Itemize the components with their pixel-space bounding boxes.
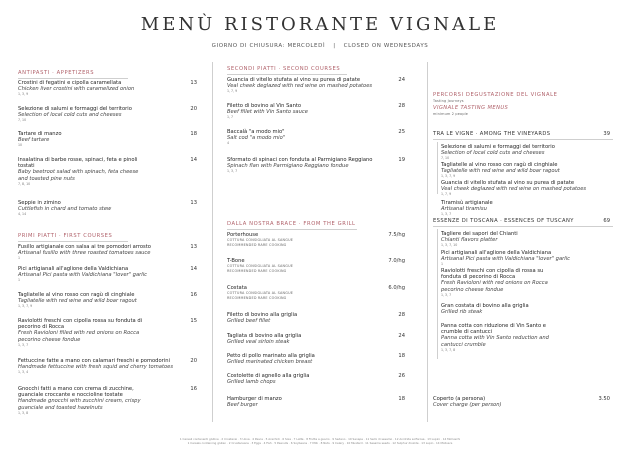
item-name-en: Handmade gnocchi with zucchini cream, crispy guanciale and toasted hazelnuts <box>18 398 141 411</box>
menu-item <box>227 353 377 365</box>
item-allergens: 1, 3, 7 <box>18 342 29 347</box>
menu-item <box>441 200 611 217</box>
menu-item <box>18 131 183 148</box>
item-name-en: Chicken liver crostini with caramelized onion <box>18 86 135 93</box>
item-name-it: Tagliatelle al vino rosso con ragù di cinghiale <box>441 162 558 168</box>
item-price: 20 <box>190 106 197 112</box>
closing-day-it: GIORNO DI CHIUSURA: MERCOLEDÌ <box>211 43 326 49</box>
menu-item <box>441 144 611 161</box>
degustazione-sub1: Tasting Journeys <box>433 99 464 103</box>
item-price: 13 <box>190 244 197 250</box>
item-price: 16 <box>190 386 197 392</box>
item-name-it: Panna cotta con riduzione di Vin Santo e crumble di cantucci <box>441 323 546 336</box>
item-name-it: Gnocchi fatti a mano con crema di zucchine, guanciale croccante e noccioline tostate <box>18 386 134 399</box>
item-allergens: 7, 10 <box>18 118 27 123</box>
item-name-it: Porterhouse <box>227 232 259 238</box>
item-name-it: Costolette di agnello alla griglia <box>227 373 310 379</box>
item-price: 7.5/hg <box>388 232 405 238</box>
item-name-it: Pici artigianali all'aglione della Valdichiana <box>441 250 552 256</box>
item-name-it: Petto di pollo marinato alla griglia <box>227 353 315 359</box>
item-name-en: Veal cheek deglazed with red wine on mashed potatoes <box>441 186 587 193</box>
item-name-en: Beef burger <box>227 402 258 409</box>
item-name-en: Beef tartare <box>18 137 50 144</box>
item-allergens: 1, 3, 7 <box>227 169 238 174</box>
cooking-note-en: RECOMMENDED RARE COOKING <box>227 268 287 273</box>
item-name-en: Artisanal Pici pasta with Valdichiana "lover" garlic <box>441 256 571 263</box>
item-name-en: Handmade fettuccine with fresh squid and cherry tomatoes <box>18 364 174 371</box>
menu-item <box>227 333 377 345</box>
item-price: 25 <box>398 129 405 135</box>
menu-item <box>18 358 183 375</box>
item-allergens: 1, 3, 7 <box>441 212 452 217</box>
item-allergens: 7, 8, 10 <box>18 181 31 186</box>
section-degustazione-heading: PERCORSI DEGUSTAZIONE DEL VIGNALE <box>433 92 558 98</box>
menu-item <box>18 386 148 415</box>
allergen-legend-en: 1 Cereals containing gluten · 2 Crustaceans · 3 Eggs · 4 Fish · 5 Peanuts · 6 Soybeans · 7 Milk · 8 Nuts · 9 Celery · 10 Mustard · 11 Sesame seeds · 12 Sulphur dioxide · 13 Lupin · 14 Molluscs <box>187 441 453 445</box>
closing-separator: | <box>333 43 336 49</box>
item-name-it: Tagliata di bovino alla griglia <box>227 333 302 339</box>
item-name-it: Selezione di salumi e formaggi del territorio <box>18 106 132 112</box>
closing-info <box>0 43 640 49</box>
item-allergens: 4, 14 <box>18 212 27 217</box>
item-allergens: 1 <box>441 262 444 267</box>
item-name-it: Guancia di vitello stufata al vino su purea di patate <box>227 77 361 83</box>
item-price: 7.0/hg <box>388 258 405 264</box>
item-price: 16 <box>190 292 197 298</box>
menu-item <box>18 106 183 123</box>
item-name-it: Hamburger di manzo <box>227 396 282 402</box>
item-price: 18 <box>190 131 197 137</box>
item-allergens: 1, 3, 7 <box>441 292 452 297</box>
item-price: 28 <box>398 312 405 318</box>
item-name-it: Sformato di spinaci con fonduta al Parmigiano Reggiano <box>227 157 373 163</box>
page-title: MENÙ RISTORANTE VIGNALE <box>140 14 500 35</box>
closing-day-en: CLOSED ON WEDNESDAYS <box>343 43 429 49</box>
item-allergens: 1, 3, 7, 8 <box>441 347 456 352</box>
item-allergens: 10 <box>18 143 23 148</box>
menu-item <box>18 266 183 283</box>
cooking-note-it: COTTURA CONSIGLIATA AL SANGUE <box>227 264 294 269</box>
item-name-it: Pici artigianali all'aglione della Valdichiana <box>18 266 129 272</box>
item-name-it: Tartare di manzo <box>18 131 62 137</box>
item-name-en: Fresh Ravioloni filled with red onions on Rocca pecorino cheese fondue <box>18 330 140 343</box>
item-name-en: Spinach flan with Parmigiano Reggiano fondue <box>227 163 349 170</box>
item-price: 19 <box>398 157 405 163</box>
section-antipasti-heading: ANTIPASTI · APPETIZERS <box>18 70 95 76</box>
menu-item <box>227 258 377 273</box>
item-price: 13 <box>190 80 197 86</box>
section-rule <box>433 226 613 227</box>
item-name-en: Selection of local cold cuts and cheeses <box>441 150 545 157</box>
menu-item <box>227 373 377 385</box>
item-name-it: Tagliatelle al vino rosso con ragù di cinghiale <box>18 292 135 298</box>
column-divider-1 <box>212 62 213 422</box>
item-name-en: Fresh Ravioloni with red onions on Rocca pecorino cheese fondue <box>441 280 548 293</box>
item-price: 26 <box>398 373 405 379</box>
item-name-en: Grilled marinated chicken breast <box>227 359 313 366</box>
item-name-en: Panna cotta with Vin Santo reduction and cantucci crumble <box>441 335 549 348</box>
menu-item <box>227 157 392 174</box>
item-name-en: Grilled veal sirloin steak <box>227 339 290 346</box>
section-secondi-heading: SECONDI PIATTI · SECOND COURSES <box>227 66 341 72</box>
allergen-legend <box>60 437 580 445</box>
section-brace-heading: DALLA NOSTRA BRACE · FROM THE GRILL <box>227 221 356 227</box>
cooking-note-en: RECOMMENDED RARE COOKING <box>227 295 287 300</box>
item-allergens: 1, 3, 4 <box>18 370 29 375</box>
item-name-it: Gran costata di bovino alla griglia <box>441 303 529 309</box>
item-name-it: Raviolotti freschi con cipolla rossa su fonduta di pecorino di Rocca <box>18 318 143 331</box>
item-name-en: Selection of local cold cuts and cheeses <box>18 112 122 119</box>
menu-item <box>18 318 148 347</box>
menu-item <box>227 103 392 120</box>
item-name-it: Insalatina di barbe rosse, spinaci, feta e pinoli tostati <box>18 157 138 170</box>
menu-item <box>441 162 611 179</box>
toscana-heading: ESSENZE DI TOSCANA · ESSENCES OF TUSCANY <box>433 218 574 224</box>
item-name-it: Costata <box>227 285 247 291</box>
menu-item <box>227 232 377 247</box>
item-allergens: 1, 7, 9 <box>441 192 452 197</box>
item-name-en: Cuttlefish in chard and tomato stew <box>18 206 112 213</box>
menu-item <box>441 180 611 197</box>
cooking-note-en: RECOMMENDED RARE COOKING <box>227 242 287 247</box>
menu-item <box>18 292 183 309</box>
item-name-it: Filetto di bovino al Vin Santo <box>227 103 302 109</box>
item-price: 13 <box>190 200 197 206</box>
item-price: 24 <box>398 77 405 83</box>
menu-item <box>227 396 377 408</box>
item-price: 6.0/hg <box>388 285 405 291</box>
item-name-en: Artisanal tiramisu <box>441 206 487 213</box>
item-name-it: Filetto di bovino alla griglia <box>227 312 298 318</box>
item-allergens: 1 <box>18 256 21 261</box>
item-name-it: Fettuccine fatte a mano con calamari freschi e pomodorini <box>18 358 170 364</box>
item-name-it: Guancia di vitello stufata al vino su purea di patate <box>441 180 575 186</box>
column-divider-2 <box>427 62 428 422</box>
degustazione-sub3: minimum 2 people <box>433 112 469 116</box>
item-name-it: Tagliere dei sapori del Chianti <box>441 231 518 237</box>
item-name-it: T-Bone <box>227 258 245 264</box>
menu-item <box>18 157 148 186</box>
item-price: 14 <box>190 157 197 163</box>
item-allergens: 1, 3, 9 <box>18 92 29 97</box>
item-name-en: Grilled beef fillet <box>227 318 271 325</box>
vigne-heading: TRA LE VIGNE · AMONG THE VINEYARDS <box>433 131 551 137</box>
allergen-legend-it: 1 Cereali contenenti glutine · 2 Crostacei · 3 Uova · 4 Pesce · 5 Arachidi · 6 Soia · 7 Latte · 8 Frutta a guscio · 9 Sedano · 10 Senape · 11 Semi di sesamo · 12 Anidride solforosa · 13 Lupini · 14 Molluschi <box>179 437 461 441</box>
menu-item <box>18 200 183 217</box>
item-allergens: 1, 3, 7, 10 <box>441 243 458 248</box>
item-name-en: Artisanal fusillo with three roasted tomatoes sauce <box>18 250 151 257</box>
menu-item <box>441 323 551 352</box>
item-name-it: Fusillo artigianale con salsa ai tre pomodori arrosto <box>18 244 151 250</box>
item-name-it: Crostini di fegatini e cipolla caramellata <box>18 80 122 86</box>
cover-charge-it: Coperto (a persona) <box>433 396 486 402</box>
item-name-en: Artisanal Pici pasta with Valdichiana "lover" garlic <box>18 272 148 279</box>
item-allergens: 1, 3, 8 <box>18 410 29 415</box>
item-price: 24 <box>398 333 405 339</box>
item-name-it: Seppie in zimino <box>18 200 61 206</box>
item-name-it: Tiramisù artigianale <box>441 200 493 206</box>
item-name-it: Baccalà "a modo mio" <box>227 129 285 135</box>
menu-item <box>441 250 611 267</box>
vigne-bracket <box>437 142 438 194</box>
section-rule <box>227 229 357 230</box>
item-name-en: Grilled lamb chops <box>227 379 276 386</box>
item-name-en: Tagliatelle with red wine and wild boar ragout <box>18 298 137 305</box>
cover-charge-en: Cover charge (per person) <box>433 402 502 409</box>
menu-item <box>227 77 392 94</box>
item-price: 28 <box>398 103 405 109</box>
section-rule <box>18 78 128 79</box>
section-rule <box>227 74 347 75</box>
menu-item <box>227 129 392 146</box>
item-name-en: Beef fillet with Vin Santo sauce <box>227 109 308 116</box>
item-name-en: Tagliatelle with red wine and wild boar ragout <box>441 168 560 175</box>
section-primi-heading: PRIMI PIATTI · FIRST COURSES <box>18 233 113 239</box>
menu-item <box>227 312 377 324</box>
item-allergens: 1 <box>18 278 21 283</box>
item-name-it: Raviolotti freschi con cipolla di rossa su fonduta di pecorino di Rocca <box>441 268 544 281</box>
item-price: 18 <box>398 396 405 402</box>
item-name-en: Salt cod "a modo mio" <box>227 135 286 142</box>
item-allergens: 1, 7, 9 <box>227 89 238 94</box>
item-allergens: 1, 7 <box>227 115 234 120</box>
item-price: 14 <box>190 266 197 272</box>
item-allergens: 4 <box>227 141 230 146</box>
degustazione-sub2: VIGNALE TASTING MENUS <box>433 105 509 111</box>
cooking-note-it: COTTURA CONSIGLIATA AL SANGUE <box>227 291 294 296</box>
cover-charge-price: 3.50 <box>598 396 610 402</box>
section-rule <box>18 241 128 242</box>
item-name-en: Veal cheek deglazed with red wine on mashed potatoes <box>227 83 373 90</box>
menu-item <box>441 268 556 297</box>
item-allergens: 1, 3, 7, 9 <box>18 304 33 309</box>
cooking-note-it: COTTURA CONSIGLIATA AL SANGUE <box>227 238 294 243</box>
item-name-en: Baby beetroot salad with spinach, feta cheese and toasted pine nuts <box>18 169 139 182</box>
menu-item <box>18 244 183 261</box>
item-name-it: Selezione di salumi e formaggi del territorio <box>441 144 555 150</box>
vigne-price: 39 <box>603 131 610 137</box>
menu-item <box>227 285 377 300</box>
item-price: 15 <box>190 318 197 324</box>
menu-item <box>18 80 183 97</box>
menu-item <box>441 231 611 248</box>
item-name-en: Grilled rib steak <box>441 309 483 316</box>
menu-item <box>441 303 611 315</box>
section-rule <box>433 139 613 140</box>
cover-charge <box>433 396 583 408</box>
item-allergens: 7, 10 <box>441 156 450 161</box>
item-name-en: Chianti flavors platter <box>441 237 498 244</box>
toscana-price: 69 <box>603 218 610 224</box>
item-allergens: 1, 3, 7, 9 <box>441 174 456 179</box>
item-price: 20 <box>190 358 197 364</box>
item-price: 18 <box>398 353 405 359</box>
toscana-bracket <box>437 229 438 359</box>
